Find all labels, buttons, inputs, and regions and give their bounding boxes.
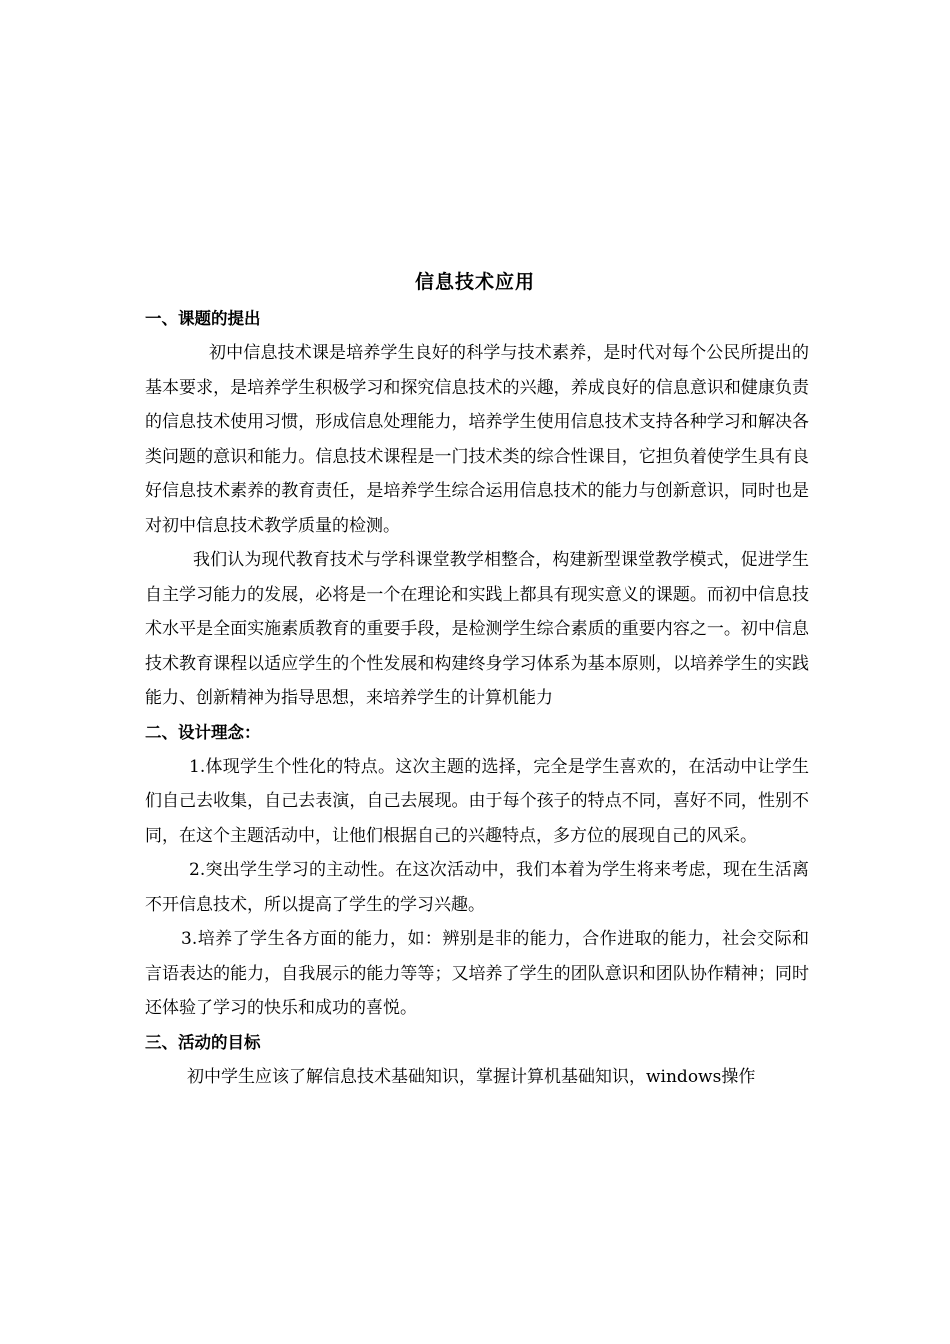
section-heading-3: 三、活动的目标 <box>145 1032 261 1052</box>
section-2-paragraph-3: 3.培养了学生各方面的能力，如：辨别是非的能力，合作进取的能力，社会交际和言语表达的能力，自我展示的能力等等；又培养了学生的团队意识和团队协作精神；同时还体验了学习的快乐和成功的喜悦。 <box>145 929 809 1018</box>
document-title: 信息技术应用 <box>414 271 535 293</box>
section-2-paragraph-1: 1.体现学生个性化的特点。这次主题的选择，完全是学生喜欢的，在活动中让学生们自己去收集，自己去表演，自己去展现。由于每个孩子的特点不同，喜好不同，性别不同，在这个主题活动中，让他们根据自己的兴趣特点，多方位的展现自己的风采。 <box>145 756 809 846</box>
section-1-paragraph-1: 初中信息技术课是培养学生良好的科学与技术素养，是时代对每个公民所提出的基本要求，是培养学生积极学习和探究信息技术的兴趣，养成良好的信息意识和健康负责的信息技术使用习惯，形成信息处理能力，培养学生使用信息技术支持各种学习和解决各类问题的意识和能力。信息技术课程是一门技术类的综合性课目，它担负着使学生具有良好信息技术素养的教育责任，是培养学生综合运用信息技术的能力与创新意识，同时也是对初中信息技术教学质量的检测。 <box>145 343 809 536</box>
document-body <box>145 302 809 1094</box>
section-1-paragraph-2: 我们认为现代教育技术与学科课堂教学相整合，构建新型课堂教学模式，促进学生自主学习能力的发展，必将是一个在理论和实践上都具有现实意义的课题。而初中信息技术水平是全面实施素质教育的重要手段，是检测学生综合素质的重要内容之一。初中信息技术教育课程以适应学生的个性发展和构建终身学习体系为基本原则，以培养学生的实践能力、创新精神为指导思想，来培养学生的计算机能力 <box>145 550 809 708</box>
section-heading-1: 一、课题的提出 <box>145 309 261 328</box>
section-3-paragraph-1: 初中学生应该了解信息技术基础知识，掌握计算机基础知识，windows操作 <box>187 1066 756 1087</box>
section-heading-2: 二、设计理念： <box>145 722 261 742</box>
section-2-paragraph-2: 2.突出学生学习的主动性。在这次活动中，我们本着为学生将来考虑，现在生活离不开信息技术，所以提高了学生的学习兴趣。 <box>145 860 809 915</box>
